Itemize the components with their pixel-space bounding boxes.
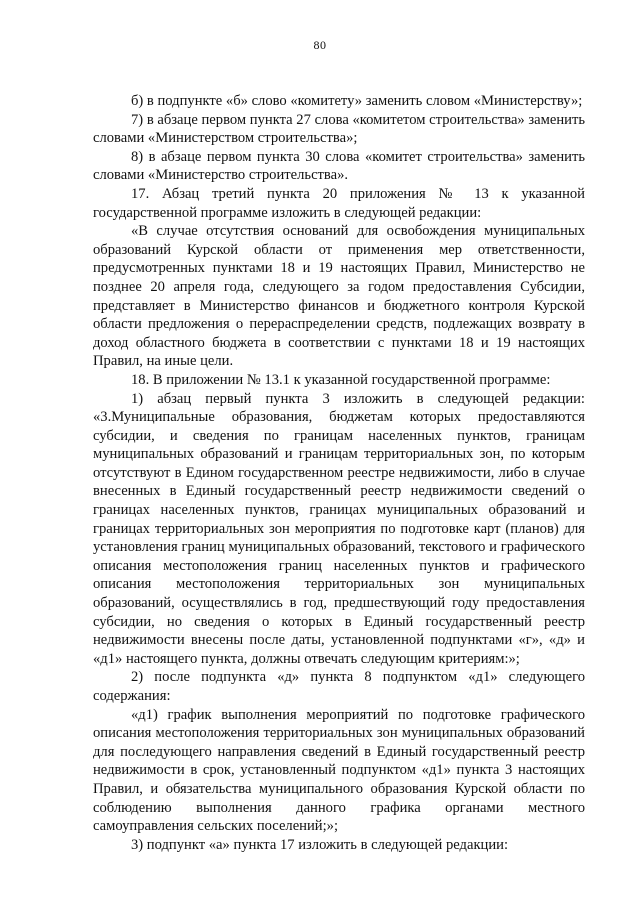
paragraph-subitem-1: 1) абзац первый пункта 3 изложить в следующей редакции: «3.Муниципальные образования, бюджетам которых предоставляются субсидии, и сведения по границам населенных пунктов, границам муниципальных образований и границам территориальных зон, по которым отсутствуют в Едином государственном реестре недвижимости, либо в случае внесенных в Единый государственный реестр недвижимости сведений о границах населенных пунктов, границах муниципальных образований и границах территориальных зон мероприятия по подготовке карт (планов) для установления границ муниципальных образований, текстового и графического описания местоположения границ населенных пунктов и графического описания местоположения территориальных зон муниципальных образований, осуществлялись в год, предшествующий году предоставления субсидии, но сведения о которых в Единый государственный реестр недвижимости внесены после даты, установленной подпунктами «г», «д» и «д1» настоящего пункта, должны отвечать следующим критериям:»; xyxy=(93,390,585,667)
page-number: 80 xyxy=(313,38,327,52)
document-body xyxy=(93,92,585,854)
paragraph-item-7: 7) в абзаце первом пункта 27 слова «комитетом строительства» заменить словами «Министерством строительства»; xyxy=(93,111,585,147)
paragraph-item-8: 8) в абзаце первом пункта 30 слова «комитет строительства» заменить словами «Министерство строительства». xyxy=(93,148,585,184)
paragraph-quote-responsibility: «В случае отсутствия оснований для освобождения муниципальных образований Курской области от применения мер ответственности, предусмотренных пунктами 18 и 19 настоящих Правил, Министерство не позднее 20 апреля года, следующего за годом предоставления Субсидии, представляет в Министерство финансов и бюджетного контроля Курской области предложения о перераспределении средств, подлежащих возврату в доход областного бюджета в соответствии с пунктами 18 и 19 настоящих Правил, на иные цели. xyxy=(93,223,585,370)
paragraph-item-18: 18. В приложении № 13.1 к указанной государственной программе: xyxy=(131,371,551,388)
paragraph-item-17: 17. Абзац третий пункта 20 приложения № 13 к указанной государственной программе изложить в следующей редакции: xyxy=(93,185,585,221)
paragraph-subitem-2: 2) после подпункта «д» пункта 8 подпунктом «д1» следующего содержания: xyxy=(93,669,585,704)
paragraph-quote-d1: «д1) график выполнения мероприятий по подготовке графического описания местоположения территориальных зон муниципальных образований для последующего направления сведений в Единый государственный реестр недвижимости в срок, установленный подпунктом «д1» пункта 3 настоящих Правил, и обязательства муниципального образования Курской области по соблюдению выполнения данного графика органами местного самоуправления сельских поселений;»; xyxy=(93,706,585,835)
paragraph-b-subitem: б) в подпункте «б» слово «комитету» заменить словом «Министерству»; xyxy=(131,93,583,109)
paragraph-subitem-3: 3) подпункт «а» пункта 17 изложить в следующей редакции: xyxy=(131,836,509,853)
